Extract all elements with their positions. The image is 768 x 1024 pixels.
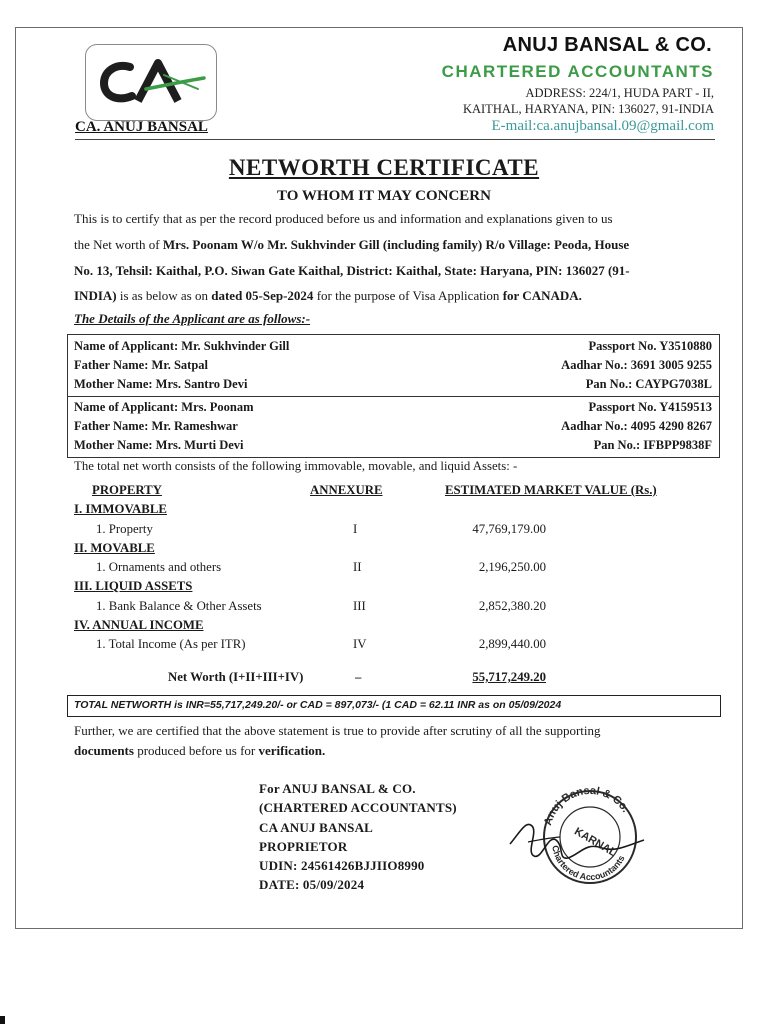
applicant-1-aadhar: Aadhar No.: 3691 3005 9255 [561, 358, 712, 372]
firm-stamp [508, 782, 648, 892]
applicant-2-aadhar: Aadhar No.: 4095 4290 8267 [561, 419, 712, 433]
verification-word: verification. [258, 743, 326, 758]
firm-subtitle: CHARTERED ACCOUNTANTS [441, 62, 714, 81]
signature-firm: For ANUJ BANSAL & CO. [259, 781, 416, 796]
firm-logo [85, 44, 217, 121]
intro-line-1 [74, 211, 613, 227]
header-estimated-value: ESTIMATED MARKET VALUE (Rs.) [445, 483, 657, 497]
ca-logo-icon [86, 45, 216, 120]
ca-name: CA. ANUJ BANSAL [75, 119, 208, 135]
documents-word: documents [74, 743, 134, 758]
country-text: INDIA) [74, 288, 117, 303]
assets-intro: The total net worth consists of the following immovable, movable, and liquid Assets: - [74, 459, 518, 473]
networth-dash: – [355, 670, 362, 684]
intro-text: This is to certify that as per the record produced before us and information and explanations given to us [74, 211, 613, 226]
applicant-1-father: Father Name: Mr. Satpal [74, 358, 209, 372]
further-text: produced before us for [133, 743, 259, 758]
value-bank-balance: 2,852,380.20 [478, 599, 546, 613]
total-networth-statement: TOTAL NETWORTH is INR=55,717,249.20/- or CAD = 897,073/- (1 CAD = 62.11 INR as on 05/09/2024 [67, 695, 721, 717]
intro-line-3 [74, 263, 630, 279]
section-annual-income: IV. ANNUAL INCOME [74, 618, 204, 632]
stamp-center-text: KARNAL [572, 825, 619, 860]
intro-text: for the purpose of Visa Application [313, 288, 503, 303]
intro-line-2 [74, 237, 629, 253]
annex-3: III [353, 599, 366, 613]
value-property: 47,769,179.00 [472, 522, 546, 536]
applicant-2-father: Father Name: Mr. Rameshwar [74, 419, 238, 433]
intro-text: the Net worth of [74, 237, 163, 252]
details-heading: The Details of the Applicant are as follows:- [74, 311, 311, 326]
address-line-2: KAITHAL, HARYANA, PIN: 136027, 91-INDIA [462, 102, 714, 116]
intro-line-4 [74, 288, 582, 304]
address-line-1: ADDRESS: 224/1, HUDA PART - II, [525, 86, 714, 100]
item-total-income: 1. Total Income (As per ITR) [96, 637, 246, 651]
applicant-2-passport: Passport No. Y4159513 [588, 400, 712, 414]
section-movable: II. MOVABLE [74, 541, 155, 555]
stamp-seal-icon [508, 782, 648, 892]
header-property: PROPERTY [92, 483, 162, 497]
networth-label: Net Worth (I+II+III+IV) [168, 670, 304, 684]
applicant-2-mother: Mother Name: Mrs. Murti Devi [74, 438, 244, 452]
certificate-date: dated 05-Sep-2024 [211, 288, 314, 303]
applicant-address: No. 13, Tehsil: Kaithal, P.O. Siwan Gate Kaithal, District: Kaithal, State: Haryana, PIN: 136027 (91- [74, 263, 630, 278]
further-line-2 [74, 743, 325, 759]
stamp-top-text: Anuj Bansal & Co. [542, 784, 632, 827]
intro-text: is as below as on [116, 288, 212, 303]
certificate-subtitle: TO WHOM IT MAY CONCERN [277, 188, 491, 204]
applicant-2-pan: Pan No.: IFBPP9838F [593, 438, 712, 452]
applicant-1-passport: Passport No. Y3510880 [588, 339, 712, 353]
applicant-2-name: Name of Applicant: Mrs. Poonam [74, 400, 254, 414]
further-line-1: Further, we are certified that the above statement is true to provide after scrutiny of all the supporting [74, 723, 601, 738]
applicant-reference: Mrs. Poonam W/o Mr. Sukhvinder Gill (including family) R/o Village: Peoda, House [162, 237, 630, 252]
firm-name: ANUJ BANSAL & CO. [502, 34, 712, 56]
header-annexure: ANNEXURE [310, 483, 383, 497]
section-immovable: I. IMMOVABLE [74, 502, 167, 516]
scan-mark [0, 1016, 5, 1024]
firm-email: E-mail:ca.anujbansal.09@gmail.com [491, 118, 714, 134]
signature-date: DATE: 05/09/2024 [259, 877, 365, 892]
networth-value: 55,717,249.20 [472, 670, 546, 684]
annex-4: IV [353, 637, 367, 651]
applicant-1-pan: Pan No.: CAYPG7038L [585, 377, 712, 391]
signature-designation: (CHARTERED ACCOUNTANTS) [259, 800, 457, 815]
item-property: 1. Property [96, 522, 153, 536]
section-liquid-assets: III. LIQUID ASSETS [74, 579, 193, 593]
value-ornaments: 2,196,250.00 [478, 560, 546, 574]
item-bank-balance: 1. Bank Balance & Other Assets [96, 599, 262, 613]
applicant-1-mother: Mother Name: Mrs. Santro Devi [74, 377, 248, 391]
stamp-bottom-text: Chartered Accountants [550, 844, 627, 883]
signature-name: CA ANUJ BANSAL [259, 820, 374, 835]
value-total-income: 2,899,440.00 [478, 637, 546, 651]
annex-2: II [353, 560, 362, 574]
applicant-1-name: Name of Applicant: Mr. Sukhvinder Gill [74, 339, 290, 353]
signature-role: PROPRIETOR [259, 839, 348, 854]
signature-udin: UDIN: 24561426BJJIIO8990 [259, 858, 425, 873]
annex-1: I [353, 522, 358, 536]
header-divider [75, 139, 715, 140]
visa-country: for CANADA. [502, 288, 582, 303]
certificate-title: NETWORTH CERTIFICATE [228, 155, 540, 180]
svg-text:Anuj Bansal & Co. [542, 785, 632, 827]
item-ornaments: 1. Ornaments and others [96, 560, 222, 574]
